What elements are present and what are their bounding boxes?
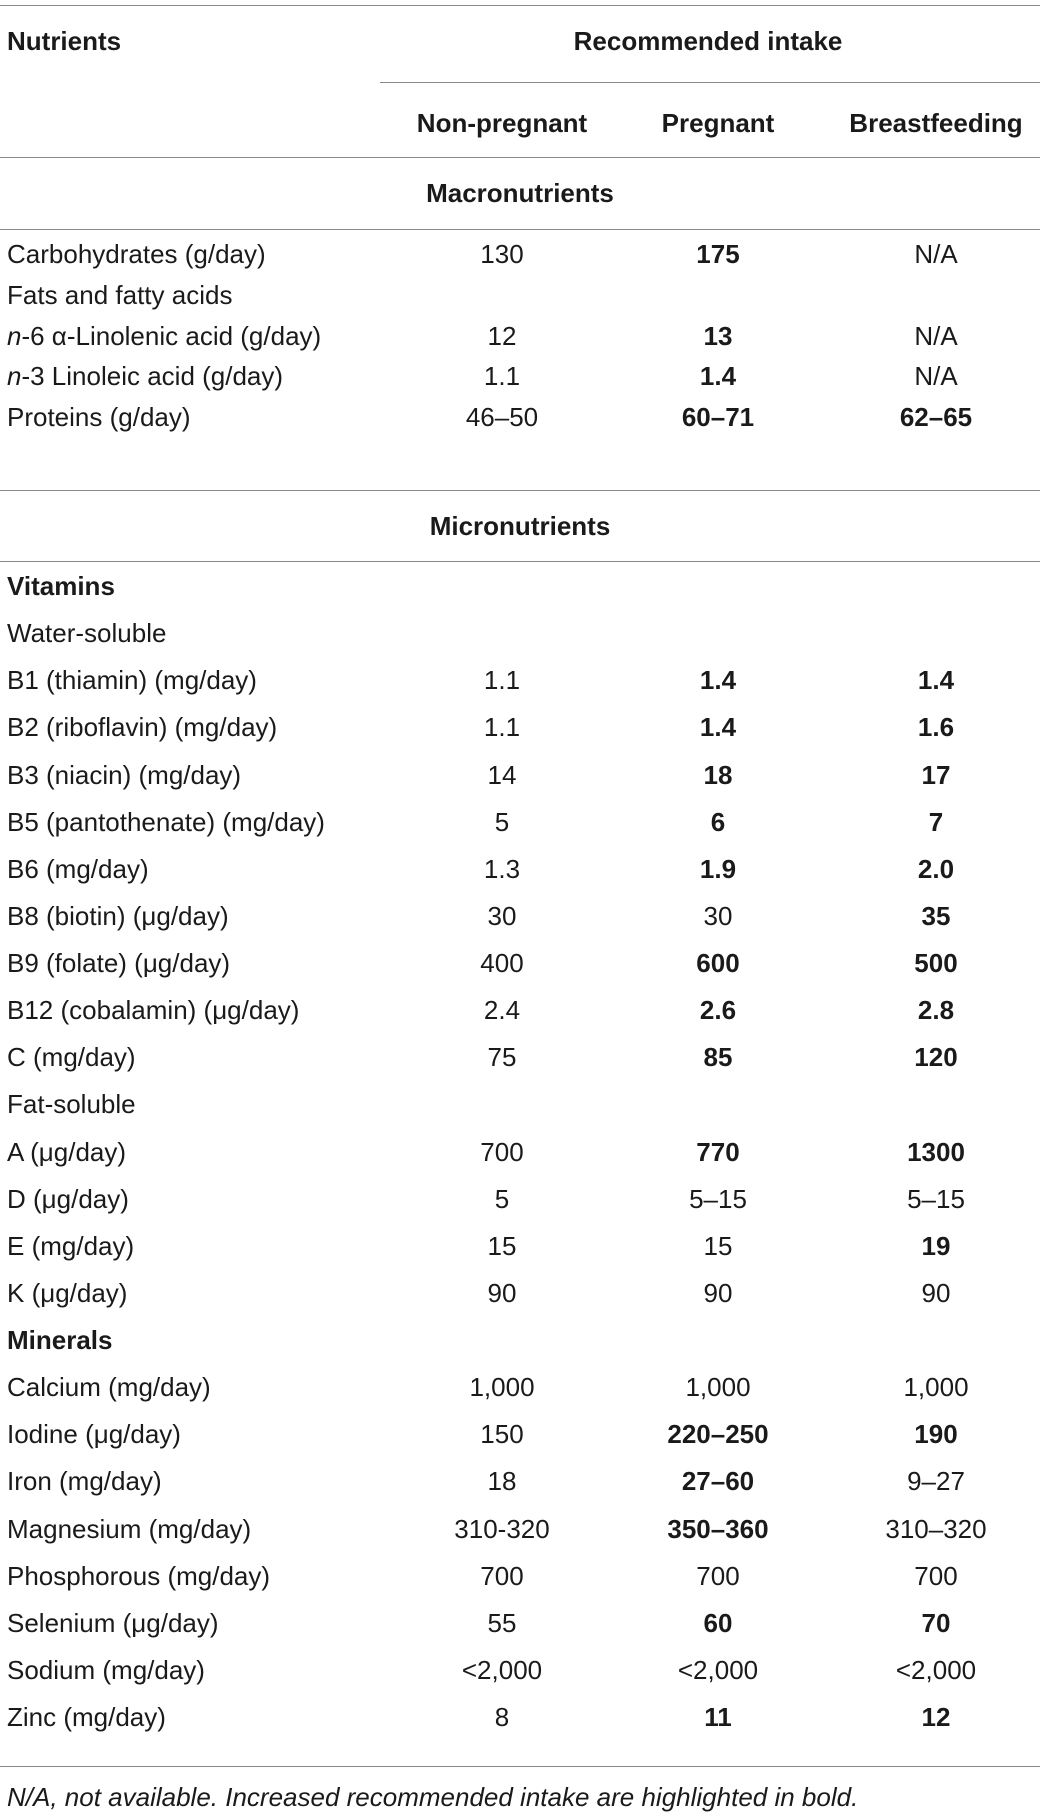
value-breastfeeding: 17 — [921, 759, 951, 790]
value-pregnant: 13 — [703, 320, 733, 351]
value-pregnant: 18 — [703, 759, 733, 790]
row-label: Sodium (mg/day) — [7, 1654, 205, 1685]
row-label-text: -6 α-Linolenic acid (g/day) — [21, 320, 322, 351]
row-label: B6 (mg/day) — [7, 853, 149, 884]
value-non-pregnant: 15 — [487, 1230, 517, 1261]
row-label: Minerals — [7, 1325, 113, 1356]
row-label: B12 (cobalamin) (μg/day) — [7, 995, 300, 1026]
value-breastfeeding: 62–65 — [899, 402, 973, 433]
row-label: C (mg/day) — [7, 1042, 136, 1073]
value-breastfeeding: 190 — [914, 1419, 958, 1450]
value-breastfeeding: 2.0 — [917, 853, 955, 884]
row-label: B9 (folate) (μg/day) — [7, 948, 231, 979]
value-non-pregnant: 130 — [480, 239, 524, 269]
value-non-pregnant: 700 — [480, 1560, 524, 1591]
table-row — [0, 1694, 1040, 1741]
header-recommended-intake: Recommended intake — [573, 26, 843, 56]
table-row — [0, 1458, 1040, 1505]
value-breastfeeding: 70 — [921, 1607, 951, 1638]
table-row — [0, 610, 1040, 657]
value-non-pregnant: 400 — [480, 948, 524, 979]
row-label: B8 (biotin) (μg/day) — [7, 900, 229, 931]
value-non-pregnant: 8 — [494, 1702, 510, 1733]
value-pregnant: 1,000 — [685, 1372, 751, 1403]
value-breastfeeding: <2,000 — [895, 1654, 977, 1685]
value-pregnant: 15 — [703, 1230, 733, 1261]
value-breastfeeding: 120 — [914, 1042, 958, 1073]
table-row — [0, 987, 1040, 1034]
value-non-pregnant: 700 — [480, 1136, 524, 1167]
value-non-pregnant: 5 — [494, 806, 510, 837]
row-label: B3 (niacin) (mg/day) — [7, 759, 242, 790]
table-row — [0, 704, 1040, 751]
section-label: Macronutrients — [426, 178, 614, 208]
value-pregnant: 700 — [696, 1560, 740, 1591]
value-non-pregnant: 46–50 — [465, 402, 539, 433]
row-label: B5 (pantothenate) (mg/day) — [7, 806, 325, 837]
table-row — [0, 1506, 1040, 1553]
value-non-pregnant: 75 — [487, 1042, 517, 1073]
subsection-row — [0, 563, 1040, 610]
table-row — [0, 1176, 1040, 1223]
value-pregnant: 600 — [696, 948, 740, 979]
row-label: Selenium (μg/day) — [7, 1607, 219, 1638]
table-row — [0, 1129, 1040, 1176]
row-label-prefix: n — [7, 361, 22, 392]
table-row — [0, 1081, 1040, 1128]
row-label: Vitamins — [7, 571, 115, 601]
row-label: B2 (riboflavin) (mg/day) — [7, 712, 278, 743]
value-pregnant: 1.9 — [699, 853, 737, 884]
value-breastfeeding: 90 — [921, 1277, 951, 1308]
top-rule — [0, 5, 1040, 6]
value-pregnant: 11 — [704, 1702, 732, 1733]
value-breastfeeding: 1.6 — [917, 712, 955, 743]
table-row — [0, 1223, 1040, 1270]
section-macronutrients — [0, 170, 1040, 217]
value-pregnant: 770 — [696, 1136, 740, 1167]
header-nutrients: Nutrients — [7, 26, 122, 56]
header-non-pregnant: Non-pregnant — [416, 108, 588, 138]
value-breastfeeding: N/A — [914, 361, 958, 392]
table-row — [0, 893, 1040, 940]
table-row — [0, 1364, 1040, 1411]
table-row — [0, 657, 1040, 704]
value-pregnant: 6 — [710, 806, 726, 837]
macro-rule — [0, 229, 1040, 230]
value-pregnant: 350–360 — [667, 1513, 769, 1544]
value-pregnant: 5–15 — [689, 1183, 747, 1214]
value-pregnant: <2,000 — [677, 1654, 759, 1685]
micro-top-rule — [0, 490, 1040, 491]
value-pregnant: 90 — [703, 1277, 733, 1308]
value-non-pregnant: 5 — [494, 1183, 510, 1214]
value-pregnant: 220–250 — [667, 1419, 769, 1450]
row-label: K (μg/day) — [7, 1277, 128, 1308]
value-pregnant: 1.4 — [699, 665, 737, 696]
bottom-rule — [0, 1766, 1040, 1767]
header-sub-rule — [380, 82, 1040, 83]
row-label: Fats and fatty acids — [7, 279, 233, 310]
header-bottom-rule — [0, 157, 1040, 158]
value-breastfeeding: 1,000 — [903, 1372, 969, 1403]
value-breastfeeding: 5–15 — [907, 1183, 965, 1214]
section-label: Micronutrients — [429, 511, 611, 541]
row-label: Fat-soluble — [7, 1089, 136, 1120]
header-pregnant: Pregnant — [661, 108, 775, 138]
table-row — [0, 1034, 1040, 1081]
value-non-pregnant: 2.4 — [483, 995, 521, 1026]
value-pregnant: 60–71 — [681, 402, 755, 433]
value-pregnant: 85 — [703, 1042, 733, 1073]
row-label: Calcium (mg/day) — [7, 1372, 211, 1403]
value-pregnant: 1.4 — [699, 712, 737, 743]
value-pregnant: 2.6 — [699, 995, 737, 1026]
row-label: B1 (thiamin) (mg/day) — [7, 665, 257, 696]
value-pregnant: 1.4 — [699, 361, 737, 392]
value-breastfeeding: 2.8 — [917, 995, 955, 1026]
value-breastfeeding: 19 — [921, 1230, 951, 1261]
row-label-prefix: n — [7, 320, 22, 351]
value-breastfeeding: 9–27 — [907, 1466, 965, 1497]
value-non-pregnant: 1,000 — [469, 1372, 535, 1403]
row-label: D (μg/day) — [7, 1183, 129, 1214]
table-row — [0, 940, 1040, 987]
section-micronutrients — [0, 503, 1040, 550]
table-row — [0, 799, 1040, 846]
value-breastfeeding: 500 — [914, 948, 958, 979]
value-non-pregnant: 18 — [487, 1466, 517, 1497]
row-label: Magnesium (mg/day) — [7, 1513, 252, 1544]
value-breastfeeding: 1300 — [907, 1136, 965, 1167]
value-non-pregnant: 1.3 — [483, 853, 521, 884]
value-breastfeeding: N/A — [914, 239, 958, 269]
table-row — [0, 1600, 1040, 1647]
footnote: N/A, not available. Increased recommended intake are highlighted in bold. — [7, 1782, 859, 1812]
table-row — [0, 1647, 1040, 1694]
table-row — [0, 846, 1040, 893]
value-non-pregnant: <2,000 — [461, 1654, 543, 1685]
value-pregnant: 60 — [703, 1607, 733, 1638]
value-non-pregnant: 90 — [487, 1277, 517, 1308]
value-pregnant: 27–60 — [681, 1466, 755, 1497]
value-breastfeeding: 700 — [914, 1560, 958, 1591]
row-label: Proteins (g/day) — [7, 402, 191, 433]
row-label-text: -3 Linoleic acid (g/day) — [21, 361, 284, 392]
row-label: E (mg/day) — [7, 1230, 135, 1261]
row-label: A (μg/day) — [7, 1136, 127, 1167]
value-non-pregnant: 1.1 — [483, 665, 521, 696]
row-label: Phosphorous (mg/day) — [7, 1560, 271, 1591]
table-row — [0, 1411, 1040, 1458]
micro-rule — [0, 561, 1040, 562]
row-label: Iodine (μg/day) — [7, 1419, 181, 1450]
row-label: Carbohydrates (g/day) — [7, 239, 266, 269]
value-breastfeeding: 35 — [921, 900, 951, 931]
value-non-pregnant: 150 — [480, 1419, 524, 1450]
row-label: Zinc (mg/day) — [7, 1702, 166, 1733]
value-breastfeeding: 310–320 — [885, 1513, 987, 1544]
value-breastfeeding: N/A — [914, 320, 958, 351]
value-non-pregnant: 1.1 — [483, 361, 521, 392]
value-pregnant: 175 — [696, 239, 740, 269]
value-non-pregnant: 310-320 — [454, 1513, 550, 1544]
value-breastfeeding: 1.4 — [917, 665, 955, 696]
table-row — [0, 752, 1040, 799]
value-non-pregnant: 12 — [487, 320, 517, 351]
value-non-pregnant: 1.1 — [483, 712, 521, 743]
value-non-pregnant: 14 — [487, 759, 517, 790]
value-non-pregnant: 55 — [487, 1607, 517, 1638]
header-breastfeeding: Breastfeeding — [849, 108, 1023, 138]
value-pregnant: 30 — [703, 900, 733, 931]
value-breastfeeding: 7 — [928, 806, 944, 837]
table-row — [0, 1270, 1040, 1317]
value-non-pregnant: 30 — [487, 900, 517, 931]
row-label: Iron (mg/day) — [7, 1466, 162, 1497]
subsection-row — [0, 1317, 1040, 1364]
row-label: Water-soluble — [7, 618, 167, 649]
value-breastfeeding: 12 — [921, 1702, 951, 1733]
table-row — [0, 1553, 1040, 1600]
table-row — [0, 394, 1040, 441]
